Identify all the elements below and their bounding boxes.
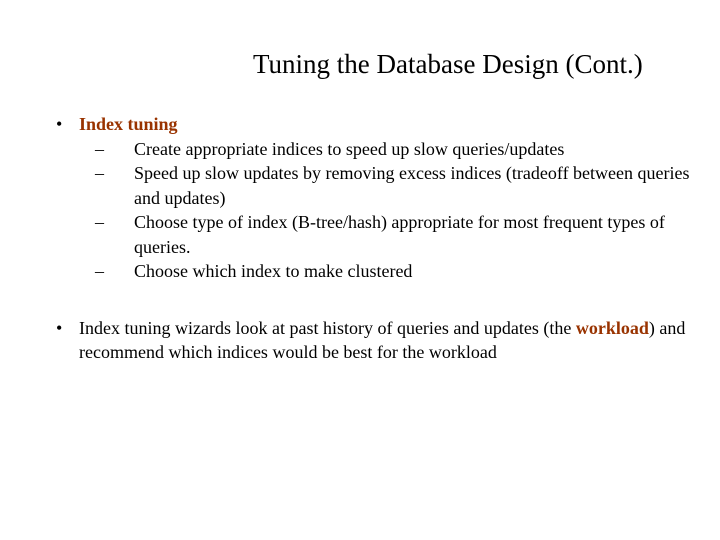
sub-bullet-list — [79, 137, 696, 284]
bullet-dot: • — [56, 317, 63, 338]
sub-bullet-text: Choose type of index (B-tree/hash) appropriate for most frequent types of queries. — [134, 212, 665, 257]
slide-content — [56, 112, 696, 365]
sub-bullet-dash: – — [95, 163, 104, 183]
bullet-spacer — [56, 284, 696, 316]
sub-bullet-item — [95, 161, 696, 210]
bullet-tuning-wizards — [56, 316, 696, 365]
bullet-dot: • — [56, 114, 63, 134]
bullet-text-after: ) and recommend which indices would be best for the workload — [79, 317, 686, 362]
sub-bullet-item — [95, 259, 696, 284]
sub-bullet-text: Choose which index to make clustered — [134, 261, 413, 281]
sub-bullet-text: Create appropriate indices to speed up slow queries/updates — [134, 138, 565, 159]
bullet-index-tuning — [56, 112, 696, 284]
sub-bullet-dash: – — [95, 212, 104, 232]
bullet-heading-index-tuning: Index tuning — [79, 114, 178, 134]
sub-bullet-item — [95, 210, 696, 259]
highlight-workload: workload — [575, 317, 649, 338]
bullet-text-before: Index tuning wizards look at past history of queries and updates (the — [79, 317, 576, 338]
slide-title: Tuning the Database Design (Cont.) — [253, 49, 643, 79]
sub-bullet-text: Speed up slow updates by removing excess indices (tradeoff between queries and updates) — [134, 163, 690, 208]
sub-bullet-item — [95, 137, 696, 162]
sub-bullet-dash: – — [95, 261, 104, 281]
sub-bullet-dash: – — [95, 138, 104, 159]
